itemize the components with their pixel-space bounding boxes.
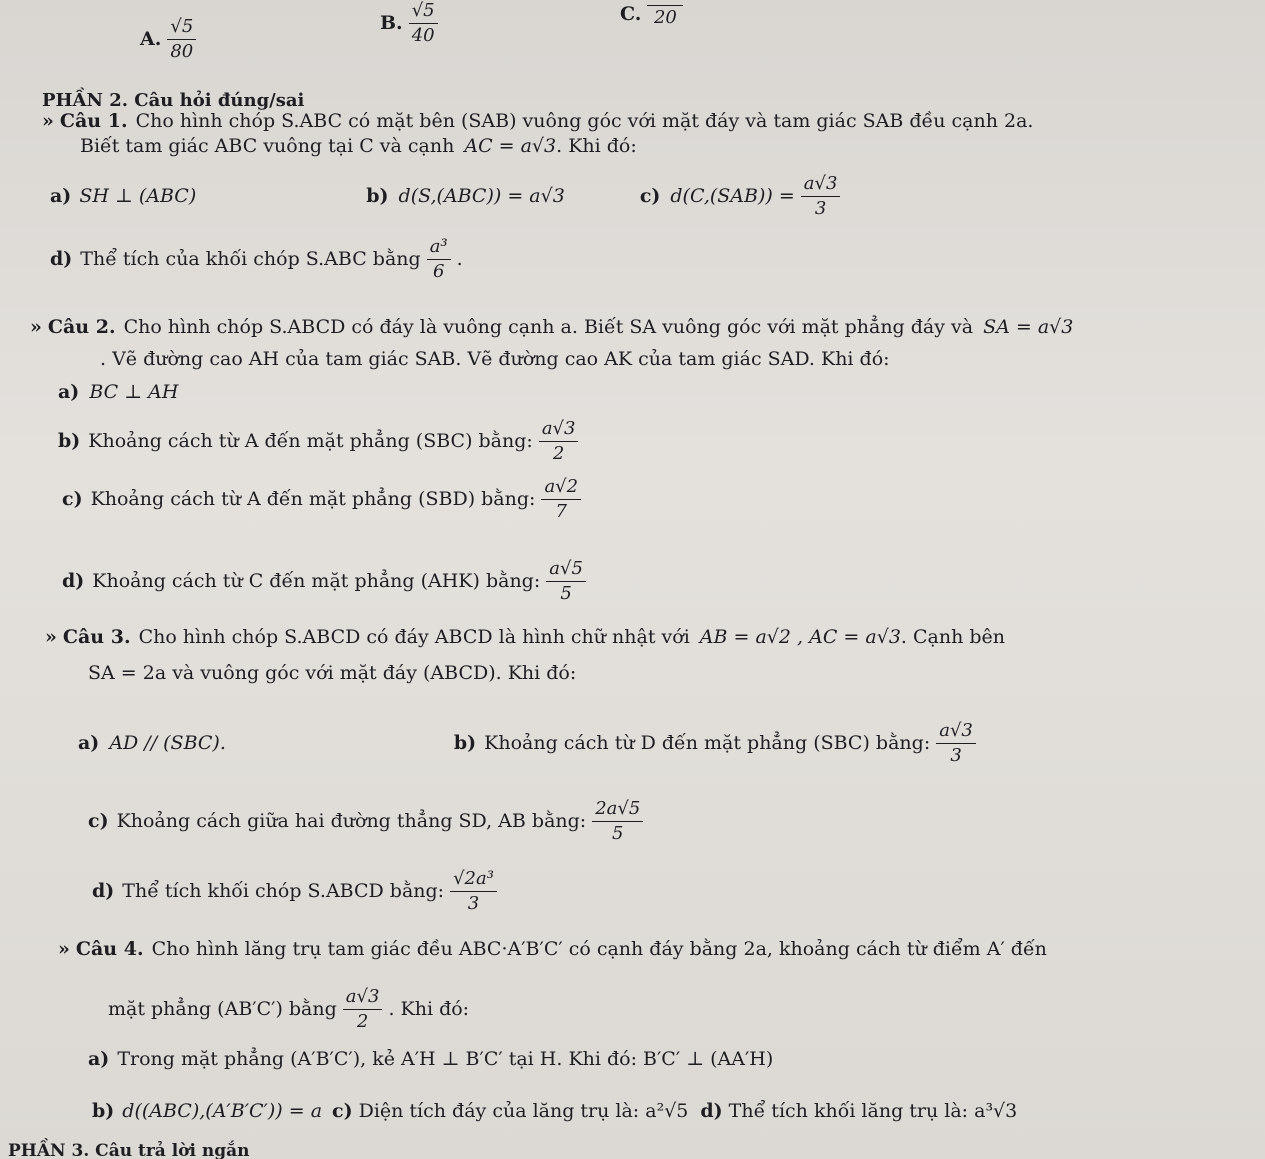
q3-d-label: d) <box>92 880 115 902</box>
option-a-fraction <box>167 18 196 61</box>
q3-option-d <box>92 870 503 913</box>
q4-b-text: d((ABC),(A′B′C′)) = a <box>122 1100 323 1122</box>
q2-c-fraction <box>541 478 581 521</box>
q3-line1 <box>45 628 1005 647</box>
q2-line2: . Vẽ đường cao AH của tam giác SAB. Vẽ đường cao AK của tam giác SAD. Khi đó: <box>100 348 890 370</box>
q4-label: Câu 4. <box>75 938 144 960</box>
q4-b-label: b) <box>92 1100 115 1122</box>
q1-c-den: 3 <box>814 198 827 219</box>
q3-a-text: AD // (SBC). <box>109 732 226 754</box>
q2-c-den: 7 <box>555 501 567 522</box>
q2-b-fraction <box>539 420 579 463</box>
q3-a-label: a) <box>78 732 100 754</box>
q1-line2 <box>80 137 637 156</box>
option-a-den: 80 <box>170 41 194 62</box>
q2-option-c <box>62 478 587 521</box>
q1-text2c: . Khi đó: <box>556 135 637 157</box>
q2-text1b: SA = a√3 <box>983 316 1074 338</box>
q2-text1: Cho hình chóp S.ABCD có đáy là vuông cạnh a. Biết SA vuông góc với mặt phẳng đáy và <box>123 316 974 338</box>
q3-text1b: AB = a√2 , AC = a√3 <box>699 626 901 648</box>
q1-c-text: d(C,(SAB)) = <box>670 185 795 207</box>
q1-text2b: AC = a√3 <box>464 135 557 157</box>
q4-text2-fraction <box>343 988 383 1031</box>
q2-option-a <box>58 383 178 402</box>
q1-d-den: 6 <box>432 261 445 282</box>
option-c-den: 20 <box>653 7 677 28</box>
option-a-num: √5 <box>167 18 196 40</box>
q3-d-fraction <box>450 870 497 913</box>
q4-c-label: c) <box>332 1100 353 1122</box>
option-c <box>620 2 689 27</box>
q2-d-fraction <box>546 560 586 603</box>
q2-line1 <box>30 318 1073 337</box>
q3-c-den: 5 <box>612 823 624 844</box>
option-c-label: C. <box>620 3 642 25</box>
q1-text1: Cho hình chóp S.ABC có mặt bên (SAB) vuông góc với mặt đáy và tam giác SAB đều cạnh 2a. <box>135 110 1034 132</box>
q2-a-label: a) <box>58 381 80 403</box>
q1-b-text: d(S,(ABC)) = a√3 <box>398 185 565 207</box>
q4-a-text: Trong mặt phẳng (A′B′C′), kẻ A′H ⊥ B′C′ tại H. Khi đó: B′C′ ⊥ (AA′H) <box>117 1048 774 1070</box>
q1-d-fraction <box>427 238 451 281</box>
q3-line2: SA = 2a và vuông góc với mặt đáy (ABCD). Khi đó: <box>88 662 577 684</box>
q1-c-num: a√3 <box>801 175 841 197</box>
q3-c-fraction <box>592 800 643 843</box>
q4-option-d <box>700 1102 1017 1121</box>
q2-b-label: b) <box>58 430 81 452</box>
q3-d-text: Thể tích khối chóp S.ABCD bằng: <box>122 880 445 902</box>
q4-text2b: . Khi đó: <box>388 998 470 1020</box>
q3-label: Câu 3. <box>62 626 131 648</box>
q4-text2-den: 2 <box>356 1011 369 1032</box>
q2-label: Câu 2. <box>47 316 116 338</box>
q1-d-end: . <box>456 248 463 270</box>
q3-d-num: √2a³ <box>450 870 497 892</box>
q1-option-b <box>366 187 565 206</box>
q3-option-b <box>454 722 982 765</box>
part3-title: PHẦN 3. Câu trả lời ngắn <box>8 1141 250 1159</box>
option-a <box>140 18 202 61</box>
q4-option-c <box>332 1102 688 1121</box>
q1-option-c <box>640 175 847 218</box>
q1-d-num: a³ <box>427 238 451 260</box>
q3-b-num: a√3 <box>936 722 976 744</box>
q3-option-c <box>88 800 649 843</box>
q2-option-b <box>58 420 584 463</box>
q1-label: Câu 1. <box>59 110 128 132</box>
q1-arrow: » <box>42 110 54 132</box>
q1-option-a <box>50 187 196 206</box>
part2-title: PHẦN 2. Câu hỏi đúng/sai <box>42 90 305 111</box>
q1-options-abc <box>50 175 846 218</box>
q3-b-text: Khoảng cách từ D đến mặt phẳng (SBC) bằng: <box>484 732 931 754</box>
option-b <box>380 2 444 45</box>
q1-c-fraction <box>801 175 841 218</box>
q4-line1 <box>58 940 1047 959</box>
q1-c-label: c) <box>639 185 661 207</box>
option-b-fraction <box>409 2 438 45</box>
q3-option-a <box>78 734 226 753</box>
q3-b-den: 3 <box>950 745 962 766</box>
q3-c-text: Khoảng cách giữa hai đường thẳng SD, AB bằng: <box>116 810 587 832</box>
q2-d-label: d) <box>62 570 85 592</box>
q3-c-num: 2a√5 <box>592 800 643 822</box>
q3-b-label: b) <box>453 732 477 754</box>
q4-a-label: a) <box>88 1048 110 1070</box>
q2-d-den: 5 <box>560 583 572 604</box>
q2-d-text: Khoảng cách từ C đến mặt phẳng (AHK) bằng: <box>92 570 541 592</box>
q4-line2 <box>108 988 469 1031</box>
q4-option-a <box>88 1050 773 1069</box>
q4-arrow: » <box>58 938 70 960</box>
q1-d-text: Thể tích của khối chóp S.ABC bằng <box>80 248 421 270</box>
q4-d-text: Thể tích khối lăng trụ là: a³√3 <box>728 1100 1018 1122</box>
q2-c-text: Khoảng cách từ A đến mặt phẳng (SBD) bằng: <box>90 488 536 510</box>
q3-d-den: 3 <box>467 893 480 914</box>
q2-d-num: a√5 <box>546 560 586 582</box>
option-b-num: √5 <box>409 2 438 24</box>
option-b-den: 40 <box>411 25 435 46</box>
q3-b-fraction <box>936 722 976 765</box>
q3-text1c: . Cạnh bên <box>900 626 1006 648</box>
q2-b-text: Khoảng cách từ A đến mặt phẳng (SBC) bằng: <box>88 430 533 452</box>
q1-b-label: b) <box>366 185 389 207</box>
q4-options-bcd <box>92 1102 1017 1121</box>
q2-option-d <box>62 560 592 603</box>
q2-arrow: » <box>30 316 42 338</box>
q2-b-den: 2 <box>552 443 565 464</box>
q1-text2a: Biết tam giác ABC vuông tại C và cạnh <box>80 135 455 157</box>
q3-c-label: c) <box>88 810 109 832</box>
q2-b-num: a√3 <box>539 420 579 442</box>
q2-a-text: BC ⊥ AH <box>89 381 179 403</box>
q3-text1: Cho hình chóp S.ABCD có đáy ABCD là hình chữ nhật với <box>138 626 690 648</box>
q2-c-num: a√2 <box>541 478 581 500</box>
q4-c-text: Diện tích đáy của lăng trụ là: a²√5 <box>358 1100 689 1122</box>
q3-arrow: » <box>45 626 57 648</box>
q4-text2a: mặt phẳng (AB′C′) bằng <box>108 998 337 1020</box>
q4-text1: Cho hình lăng trụ tam giác đều ABC·A′B′C′ có cạnh đáy bằng 2a, khoảng cách từ điểm A′ đến <box>151 938 1047 960</box>
q2-c-label: c) <box>62 488 83 510</box>
option-b-label: B. <box>380 12 403 34</box>
option-a-label: A. <box>140 28 162 50</box>
q1-option-d <box>50 238 463 281</box>
q1-a-label: a) <box>50 185 72 207</box>
q1-a-text: SH ⊥ (ABC) <box>79 185 197 207</box>
q1-line1 <box>42 112 1033 131</box>
q4-d-label: d) <box>700 1100 723 1122</box>
option-c-fraction <box>647 2 683 27</box>
q1-d-label: d) <box>50 248 73 270</box>
q4-option-b <box>92 1102 322 1121</box>
q3-options-ab <box>78 722 982 765</box>
q4-text2-num: a√3 <box>343 988 383 1010</box>
